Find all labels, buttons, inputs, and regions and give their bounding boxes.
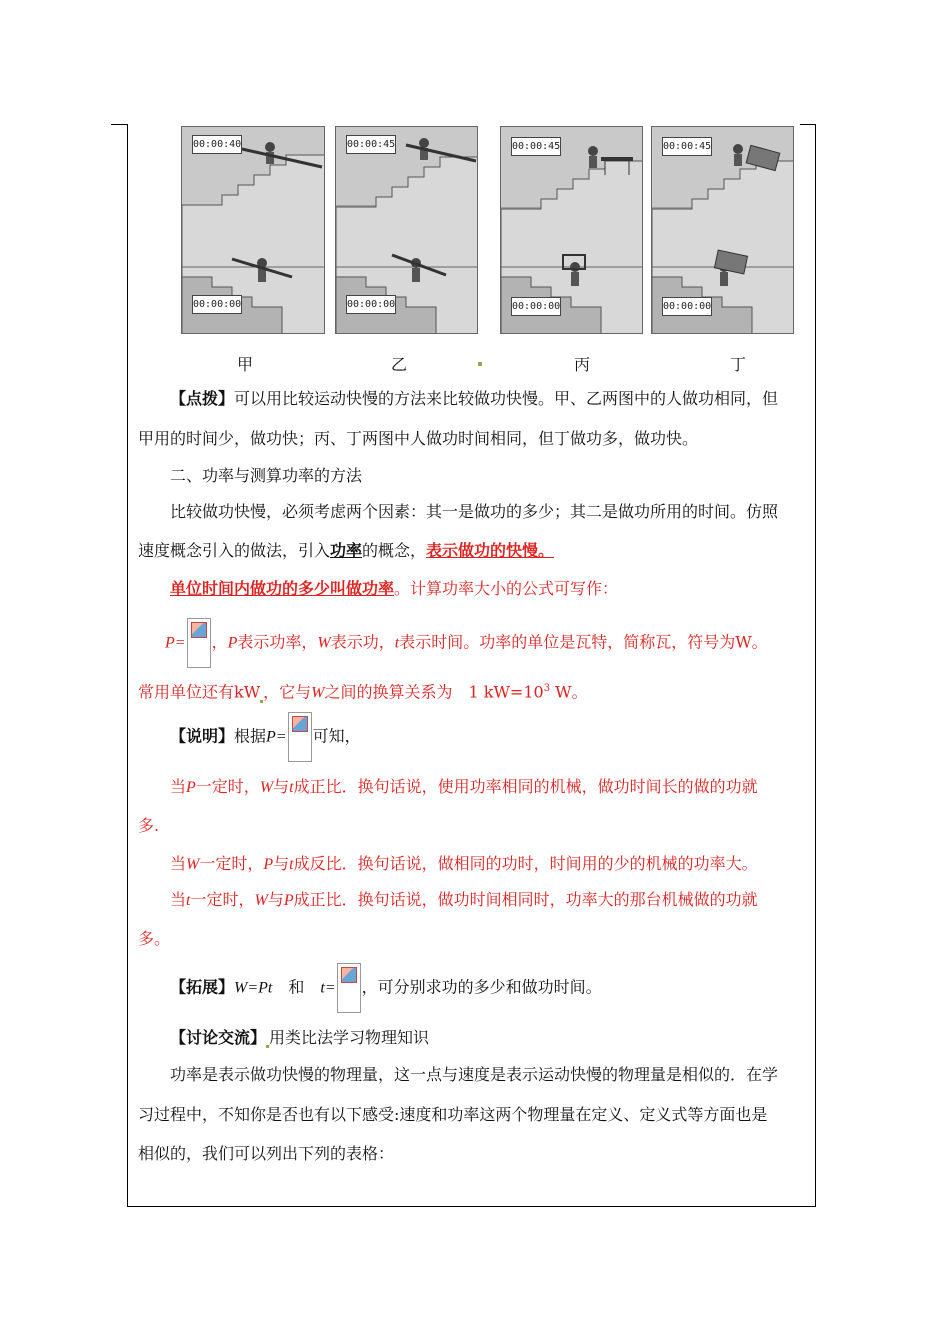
text: 当 [170,890,187,909]
timer-top: 00:00:45 [662,137,712,156]
text: t [394,634,400,652]
discuss-l2: 习过程中，不知你是否也有以下感受:速度和功率这两个物理量在定义、定义式等方面也是 [138,1105,768,1124]
text: 速度概念引入的做法，引入 [138,541,331,560]
discuss-l1: 功率是表示做功快慢的物理量，这一点与速度是表示运动快慢的物理量是相似的．在学 [170,1065,779,1084]
timer-top: 00:00:45 [511,137,561,156]
text: W [186,856,200,873]
timer-bottom: 00:00:00 [346,295,396,314]
extend-line [170,963,602,1013]
text: t [289,856,294,873]
text: W [259,779,274,796]
formula-line [165,618,768,668]
text: 可知， [312,726,361,746]
text: 。计算功率大小的公式可写作： [394,579,619,598]
timer-top: 00:00:40 [192,135,242,154]
text: ， [211,632,228,652]
text: ，可分别求功的多少和做功时间。 [361,977,602,997]
discuss-line [170,1028,429,1048]
text: 与 [267,890,284,909]
text: 常用单位还有kW [138,682,261,702]
text: 的概念， [362,541,427,560]
timer-bottom: 00:00:00 [192,295,242,314]
text: 成反比．换句话说，做相同的功时，时间用的少的机械的功率大。 [293,854,758,873]
timer-top: 00:00:45 [346,135,396,154]
text: W。 [550,682,588,702]
text: P [186,779,196,796]
text: 之间的换算关系为 1 kW=10 [324,682,544,702]
power-definition: 单位时间内做功的多少叫做功率 [170,579,395,598]
case-3-wrap: 多。 [138,929,171,948]
text: P [227,634,238,652]
text: W [311,684,325,702]
frame-corner-left [111,124,127,125]
text: 一定时， [190,890,255,909]
stair-illustrations [0,126,950,336]
section-p2 [138,541,554,561]
extend-tag: 【拓展】 [170,977,235,997]
text: W=Pt [234,979,273,997]
fraction-image-icon [288,712,312,762]
text: 当 [170,777,187,796]
text: 表示时间。功率的单位是瓦特，简称瓦，符号为W。 [399,632,768,652]
discuss-l3: 相似的，我们可以列出下列的表格： [138,1144,395,1163]
panel-label-ding: 丁 [730,355,747,374]
text: P= [165,634,186,652]
explain-line [170,712,361,762]
panel-yi [335,126,478,334]
hint-line-1 [170,389,778,409]
case-1-wrap: 多. [138,816,160,835]
panel-jia [181,126,325,334]
text: P [263,856,274,873]
panel-label-jia: 甲 [237,355,254,374]
explain-tag: 【说明】 [170,726,235,746]
text: 当 [170,854,187,873]
text: 和 [288,977,305,997]
panel-label-yi: 乙 [391,355,408,374]
text: 一定时， [195,777,260,796]
term-power: 功率 [330,541,363,560]
panel-ding [651,126,794,334]
text: t= [320,979,336,997]
text: 3 [543,683,551,694]
text: W [254,892,268,909]
timer-bottom: 00:00:00 [662,297,712,316]
section-p1: 比较做功快慢，必须考虑两个因素：其一是做功的多少；其二是做功所用的时间。仿照 [170,502,779,521]
definition-line [170,579,618,599]
power-meaning: 表示做功的快慢。 [426,541,555,560]
unit-line [138,679,588,703]
text: W [317,634,331,652]
text: t [186,892,191,909]
text: 与 [273,777,290,796]
panel-label-bing: 丙 [574,355,591,374]
frame-corner-right [800,124,816,125]
text: P= [266,728,287,746]
hint-text: 可以用比较运动快慢的方法来比较做功快慢。甲、乙两图中的人做功相同，但 [234,389,779,408]
case-3 [170,890,758,911]
text: 表示功率， [237,632,318,652]
text: 表示功， [330,632,395,652]
text: 根据 [234,726,267,746]
section-heading: 二、功率与测算功率的方法 [170,466,363,485]
case-1 [170,777,758,798]
text: 一定时， [199,854,264,873]
hint-tag: 【点拨】 [170,389,235,408]
text: t [289,779,294,796]
case-2 [170,854,758,875]
text: 与 [273,854,290,873]
discuss-tag: 【讨论交流】 [170,1028,267,1047]
text: 成正比．换句话说，做功时间相同时，功率大的那台机械做的功就 [293,890,758,909]
mark-dot [478,362,482,366]
timer-bottom: 00:00:00 [511,297,561,316]
fraction-image-icon [337,963,361,1013]
hint-line-2: 甲用的时间少，做功快；丙、丁两图中人做功时间相同，但丁做功多，做功快。 [138,429,699,448]
text: P [283,892,294,909]
panel-bing [500,126,643,334]
text: 用类比法学习物理知识 [269,1028,430,1047]
text: ，它与 [263,682,312,702]
text: 成正比．换句话说，使用功率相同的机械，做功时间长的做的功就 [293,777,758,796]
fraction-image-icon [187,618,211,668]
